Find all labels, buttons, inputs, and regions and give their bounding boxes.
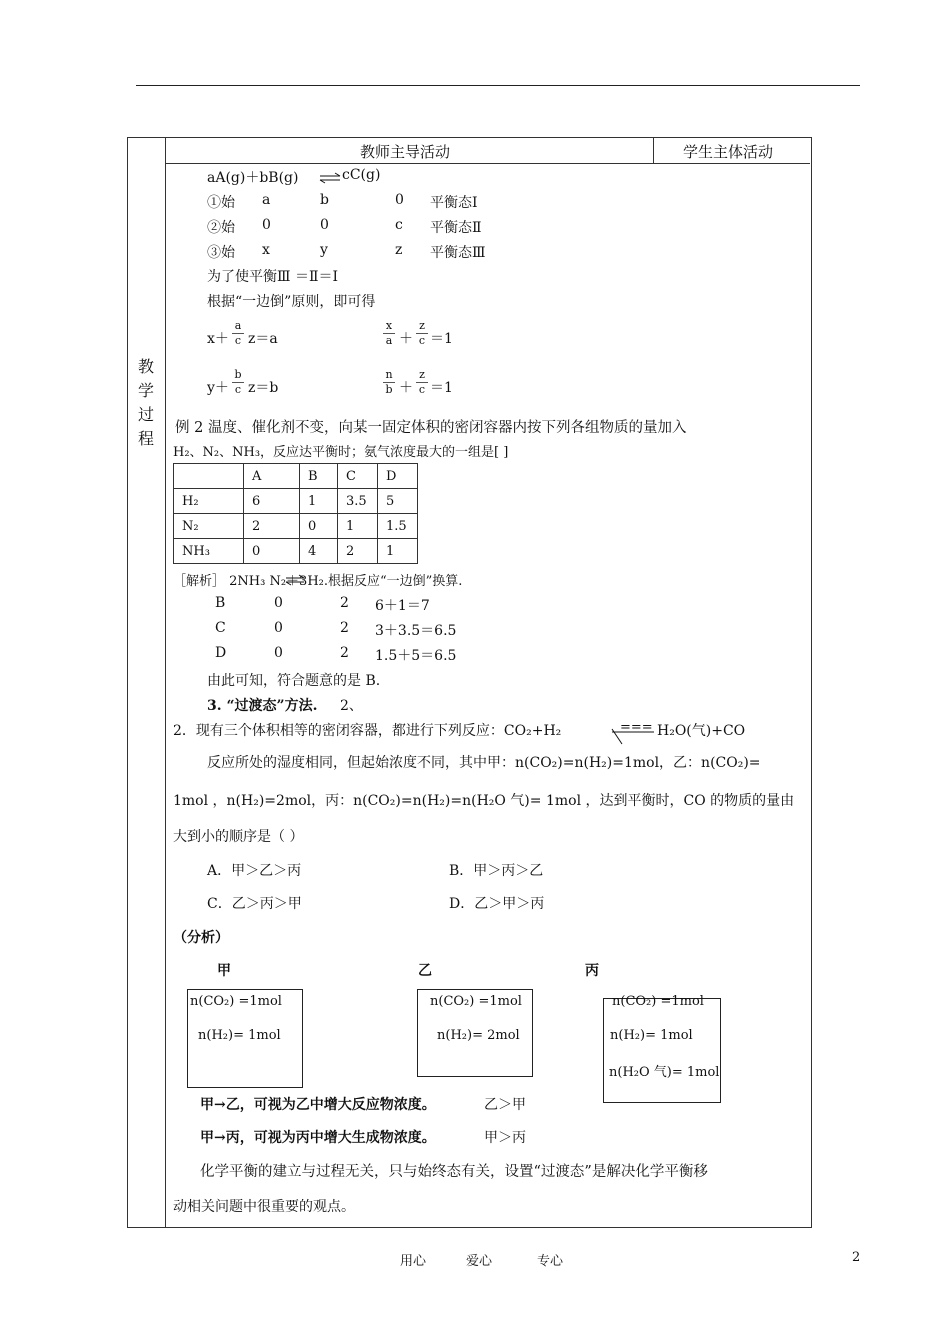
- box-bing-line1: n(CO₂) =1mol: [612, 994, 704, 1009]
- state-a: x: [262, 242, 270, 258]
- q2-line1-end: H₂O(气)+CO: [657, 723, 746, 739]
- formula-2-fraction-2: [416, 320, 428, 347]
- state-label: ②始: [207, 220, 235, 236]
- formula-3-post: z＝b: [248, 380, 279, 396]
- table-cell: C: [338, 464, 378, 489]
- formula-4-post: ＝1: [430, 380, 453, 396]
- table-cell: 2: [244, 514, 300, 539]
- state-c: 0: [395, 192, 404, 208]
- state-name: 平衡态Ⅲ: [430, 245, 486, 261]
- analysis-cell: C: [215, 620, 226, 636]
- option-a: A．甲＞乙＞丙: [207, 863, 302, 879]
- option-c: C．乙＞丙＞甲: [207, 896, 302, 912]
- box-yi-title: 乙: [418, 963, 432, 979]
- equilibrium-arrow-icon: [284, 574, 306, 586]
- table-cell: D: [378, 464, 418, 489]
- header-bottom-rule: [165, 163, 810, 164]
- method3-heading: 3. “过渡态”方法.: [207, 698, 318, 714]
- denominator: b: [385, 383, 393, 396]
- denominator: c: [234, 334, 242, 347]
- formula-3-pre: y＋: [207, 380, 229, 396]
- box-bing-title: 丙: [585, 963, 599, 979]
- q2-line3: 1mol ，n(H₂)=2mol，丙：n(CO₂)=n(H₂)=n(H₂O 气)= 1mol ，达到平衡时，CO 的物质的量由: [173, 793, 795, 809]
- box-yi-line1: n(CO₂) =1mol: [430, 994, 522, 1009]
- formula-1-post: z＝a: [248, 331, 278, 347]
- analysis-cell: B: [215, 595, 226, 611]
- numerator: z: [419, 319, 425, 332]
- formula-2-fraction: [383, 320, 395, 347]
- denominator: c: [418, 334, 426, 347]
- box-yi-line2: n(H₂)= 2mol: [437, 1028, 520, 1043]
- footer-aixin: 爱心: [466, 1254, 493, 1269]
- table-row: [174, 489, 418, 514]
- analysis-line: ［解析］ 2NH₃ N₂＋3H₂.根据反应“一边倒”换算.: [173, 574, 463, 589]
- analysis-cell: D: [215, 645, 227, 661]
- final-paragraph-line2: 动相关问题中很重要的观点。: [173, 1199, 355, 1215]
- denominator: a: [385, 334, 393, 347]
- conclusion-2-tail: 甲＞丙: [484, 1130, 526, 1146]
- analysis-cell: 0: [274, 645, 283, 661]
- header-divider: [653, 137, 654, 163]
- footer-yongxin: 用心: [400, 1254, 427, 1269]
- equality-line: 为了使平衡Ⅲ ＝Ⅱ＝Ⅰ: [207, 269, 338, 285]
- table-cell: 5: [378, 489, 418, 514]
- table-cell: B: [300, 464, 338, 489]
- q2-line2: 反应所处的湿度相同，但起始浓度不同，其中甲：n(CO₂)=n(H₂)=1mol，乙：n(CO₂)=: [207, 755, 761, 771]
- table-cell: A: [244, 464, 300, 489]
- reaction-arrow-icon: [610, 724, 656, 746]
- table-row: [174, 514, 418, 539]
- example2-table: [173, 463, 418, 564]
- q2-line1-arrow: ===: [620, 720, 653, 735]
- option-b: B．甲＞丙＞乙: [449, 863, 544, 879]
- table-cell: 1: [378, 539, 418, 564]
- table-cell: 0: [300, 514, 338, 539]
- numerator: n: [385, 368, 393, 381]
- state-a: 0: [262, 217, 271, 233]
- table-header-row: [174, 464, 418, 489]
- formula-1-fraction: [232, 320, 244, 347]
- state-c: c: [395, 217, 403, 233]
- table-cell: 1: [338, 514, 378, 539]
- page-number: 2: [852, 1250, 861, 1265]
- table-cell: 6: [244, 489, 300, 514]
- table-cell: [174, 464, 244, 489]
- state-label: ③始: [207, 245, 235, 261]
- state-b: b: [320, 192, 329, 208]
- analysis-cell: 2: [340, 645, 349, 661]
- equilibrium-arrow-icon: [318, 172, 342, 184]
- state-label: ①始: [207, 195, 235, 211]
- numerator: b: [234, 368, 242, 381]
- table-cell: H₂: [174, 489, 244, 514]
- principle-line: 根据“一边倒”原则，即可得: [207, 294, 376, 310]
- analysis-cell: 0: [274, 620, 283, 636]
- formula-3-fraction: [232, 369, 244, 396]
- state-b: 0: [320, 217, 329, 233]
- q2-line1: 2．现有三个体积相等的密闭容器，都进行下列反应：CO₂+H₂: [173, 723, 562, 739]
- final-paragraph-line1: 化学平衡的建立与过程无关，只与始终态有关，设置“过渡态”是解决化学平衡移: [200, 1164, 708, 1180]
- analysis-cell: 1.5＋5＝6.5: [375, 648, 457, 664]
- analysis-cell: 2: [340, 595, 349, 611]
- method3-suffix: 2、: [340, 698, 363, 714]
- analysis-cell: 0: [274, 595, 283, 611]
- table-cell: 1: [300, 489, 338, 514]
- equation-reactants: aA(g)＋bB(g): [207, 170, 299, 186]
- table-cell: NH₃: [174, 539, 244, 564]
- footer-zhuanxin: 专心: [537, 1254, 564, 1269]
- table-cell: 3.5: [338, 489, 378, 514]
- state-name: 平衡态Ⅱ: [430, 220, 482, 236]
- box-jia-title: 甲: [217, 963, 231, 979]
- box-jia-line1: n(CO₂) =1mol: [190, 994, 282, 1009]
- box-bing-line2: n(H₂)= 1mol: [610, 1028, 693, 1043]
- denominator: c: [234, 383, 242, 396]
- side-char: 学: [137, 381, 154, 400]
- table-row: [174, 539, 418, 564]
- state-a: a: [262, 192, 271, 208]
- example2-line2: H₂、N₂、NH₃，反应达平衡时；氨气浓度最大的一组是[ ]: [173, 445, 509, 460]
- box-jia-line2: n(H₂)= 1mol: [198, 1028, 281, 1043]
- formula-4-fraction: [383, 369, 395, 396]
- option-d: D．乙＞甲＞丙: [449, 896, 545, 912]
- formula-4-plus: ＋: [399, 380, 413, 396]
- numerator: a: [234, 319, 242, 332]
- formula-2-plus: ＋: [399, 331, 413, 347]
- formula-4-fraction-2: [416, 369, 428, 396]
- analysis-cell: 6＋1＝7: [375, 598, 430, 614]
- equation-product: cC(g): [342, 167, 381, 183]
- state-c: z: [395, 242, 403, 258]
- teacher-activity-header: 教师主导活动: [360, 143, 451, 161]
- denominator: c: [418, 383, 426, 396]
- side-char: 过: [137, 405, 154, 424]
- table-cell: N₂: [174, 514, 244, 539]
- table-cell: 1.5: [378, 514, 418, 539]
- analysis-conclusion: 由此可知，符合题意的是 B.: [207, 673, 381, 689]
- table-cell: 0: [244, 539, 300, 564]
- side-label: [127, 355, 165, 451]
- table-cell: 4: [300, 539, 338, 564]
- student-activity-header: 学生主体活动: [683, 143, 774, 161]
- numerator: x: [385, 319, 393, 332]
- analysis-cell: 2: [340, 620, 349, 636]
- header-rule: [136, 85, 860, 86]
- side-char: 教: [137, 357, 154, 376]
- example2-line1: 例 2 温度、催化剂不变，向某一固定体积的密闭容器内按下列各组物质的量加入: [175, 420, 687, 436]
- analysis-cell: 3＋3.5＝6.5: [375, 623, 457, 639]
- conclusion-1-tail: 乙＞甲: [484, 1097, 526, 1113]
- box-bing: [603, 998, 721, 1103]
- conclusion-2: 甲→丙，可视为丙中增大生成物浓度。: [200, 1130, 436, 1146]
- side-divider: [165, 137, 166, 1227]
- q2-line4: 大到小的顺序是（ ）: [173, 829, 304, 845]
- box-bing-line3: n(H₂O 气)= 1mol: [609, 1065, 720, 1080]
- fenxi-heading: （分析）: [173, 930, 229, 946]
- formula-1-pre: x＋: [207, 331, 229, 347]
- formula-2-post: ＝1: [430, 331, 453, 347]
- conclusion-1: 甲→乙，可视为乙中增大反应物浓度。: [200, 1097, 436, 1113]
- numerator: z: [419, 368, 425, 381]
- table-cell: 2: [338, 539, 378, 564]
- state-b: y: [320, 242, 328, 258]
- state-name: 平衡态Ⅰ: [430, 195, 478, 211]
- side-char: 程: [137, 429, 154, 448]
